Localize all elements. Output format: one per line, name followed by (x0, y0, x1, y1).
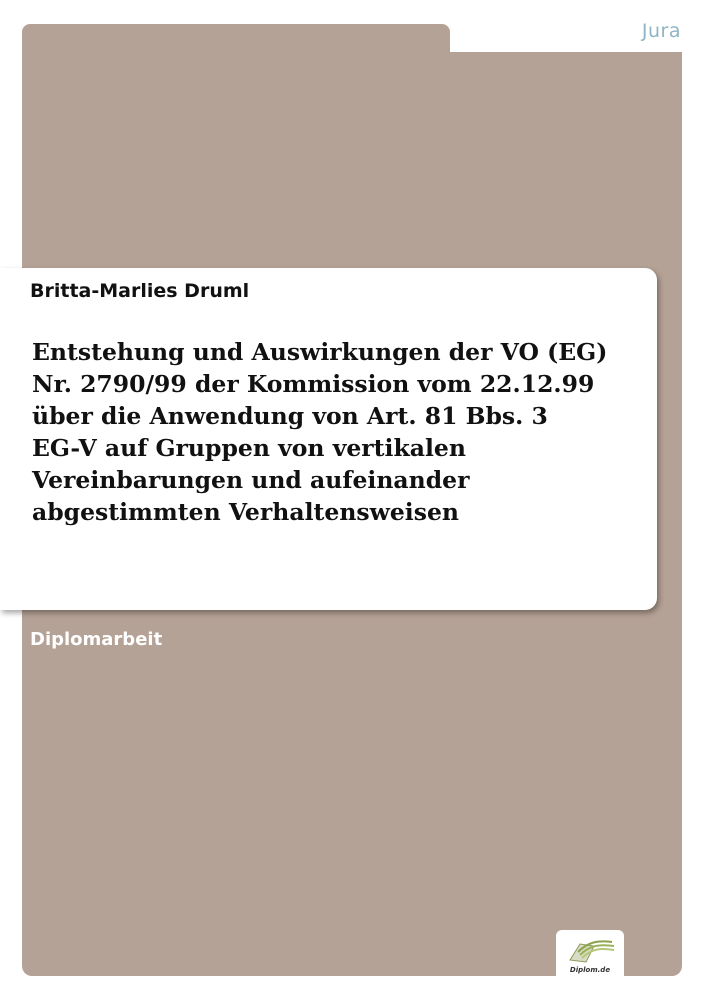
publisher-logo (556, 930, 624, 976)
author-name: Britta-Marlies Druml (30, 280, 250, 302)
title-line: EG-V auf Gruppen von vertikalen (32, 434, 466, 462)
publisher-name: Diplom.de (569, 966, 611, 974)
document-type: Diplomarbeit (30, 629, 163, 650)
title-line: Vereinbarungen und aufeinander (32, 466, 470, 494)
title-line: abgestimmten Verhaltensweisen (32, 498, 460, 526)
book-title (32, 336, 642, 528)
title-line: Entstehung und Auswirkungen der VO (EG) (32, 338, 608, 366)
title-line: Nr. 2790/99 der Kommission vom 22.12.99 (32, 370, 595, 398)
title-line: über die Anwendung von Art. 81 Bbs. 3 (32, 402, 548, 430)
book-pages-icon (564, 934, 616, 964)
category-label: Jura (641, 20, 681, 42)
